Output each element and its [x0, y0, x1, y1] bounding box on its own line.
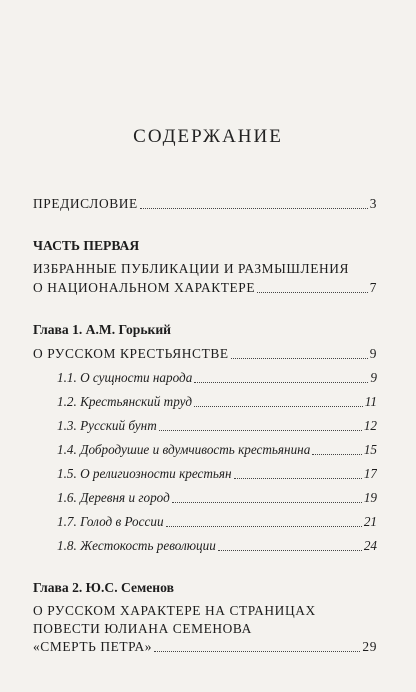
dot-leader	[218, 550, 362, 551]
bleed-through-text	[28, 6, 394, 126]
toc-entry-page: 7	[369, 280, 377, 295]
toc-subentry[interactable]	[57, 442, 377, 458]
dot-leader	[140, 208, 368, 209]
toc-subentry-page: 15	[363, 442, 377, 457]
dot-leader	[172, 502, 362, 503]
chapter-label: Глава 2. Ю.С. Семенов	[33, 580, 174, 595]
toc-entry-chapter1[interactable]	[33, 346, 377, 362]
toc-subentry[interactable]	[57, 466, 377, 482]
toc-subentry[interactable]	[57, 394, 377, 410]
toc-subentry-title: 1.1. О сущности народа	[57, 370, 193, 385]
toc-entry-page: 3	[369, 196, 377, 211]
toc-subentry-title: 1.2. Крестьянский труд	[57, 394, 193, 409]
toc-entry-part1[interactable]	[33, 280, 377, 296]
toc-subentry-page: 11	[364, 394, 377, 409]
dot-leader	[166, 526, 362, 527]
toc-subentry-title: 1.8. Жестокость революции	[57, 538, 216, 553]
toc-entry-preface[interactable]	[33, 196, 377, 212]
toc-entry-chapter2[interactable]	[33, 639, 377, 655]
toc-subentry-page: 17	[363, 466, 377, 481]
toc-entry-part1-line1[interactable]: ИЗБРАННЫЕ ПУБЛИКАЦИИ И РАЗМЫШЛЕНИЯ	[33, 261, 350, 276]
toc-entry-chapter2-line1[interactable]: О РУССКОМ ХАРАКТЕРЕ НА СТРАНИЦАХ	[33, 603, 316, 618]
toc-subentry[interactable]	[57, 418, 377, 434]
page-title: СОДЕРЖАНИЕ	[133, 126, 283, 147]
toc-subentry-page: 9	[370, 370, 377, 385]
toc-subentry-title: 1.6. Деревня и город	[57, 490, 170, 505]
toc-entry-title: «СМЕРТЬ ПЕТРА»	[33, 639, 153, 654]
toc-subentry-page: 19	[363, 490, 377, 505]
dot-leader	[194, 406, 363, 407]
dot-leader	[231, 358, 368, 359]
toc-subentry-page: 24	[363, 538, 377, 553]
dot-leader	[154, 651, 360, 652]
dot-leader	[159, 430, 362, 431]
toc-subentry[interactable]	[57, 514, 377, 530]
toc-subentry[interactable]	[57, 370, 377, 386]
dot-leader	[234, 478, 362, 479]
toc-subentry-title: 1.3. Русский бунт	[57, 418, 157, 433]
dot-leader	[194, 382, 368, 383]
toc-entry-title: О РУССКОМ КРЕСТЬЯНСТВЕ	[33, 346, 229, 361]
toc-subentry-title: 1.5. О религиозности крестьян	[57, 466, 232, 481]
toc-subentry[interactable]	[57, 490, 377, 506]
toc-entry-page: 29	[362, 639, 377, 654]
toc-entry-chapter2-line2[interactable]: ПОВЕСТИ ЮЛИАНА СЕМЕНОВА	[33, 621, 252, 636]
toc-subentry-page: 12	[363, 418, 377, 433]
part-label: ЧАСТЬ ПЕРВАЯ	[33, 238, 140, 253]
toc-entry-title: О НАЦИОНАЛЬНОМ ХАРАКТЕРЕ	[33, 280, 256, 295]
toc-subentry-title: 1.4. Добродушие и вдумчивость крестьянина	[57, 442, 311, 457]
chapter-label: Глава 1. А.М. Горький	[33, 322, 172, 337]
toc-subentry-title: 1.7. Голод в России	[57, 514, 164, 529]
toc-entry-title: ПРЕДИСЛОВИЕ	[33, 196, 138, 211]
toc-entry-page: 9	[369, 346, 377, 361]
toc-subentry-page: 21	[363, 514, 377, 529]
dot-leader	[312, 454, 362, 455]
toc-subentry[interactable]	[57, 538, 377, 554]
dot-leader	[257, 292, 368, 293]
